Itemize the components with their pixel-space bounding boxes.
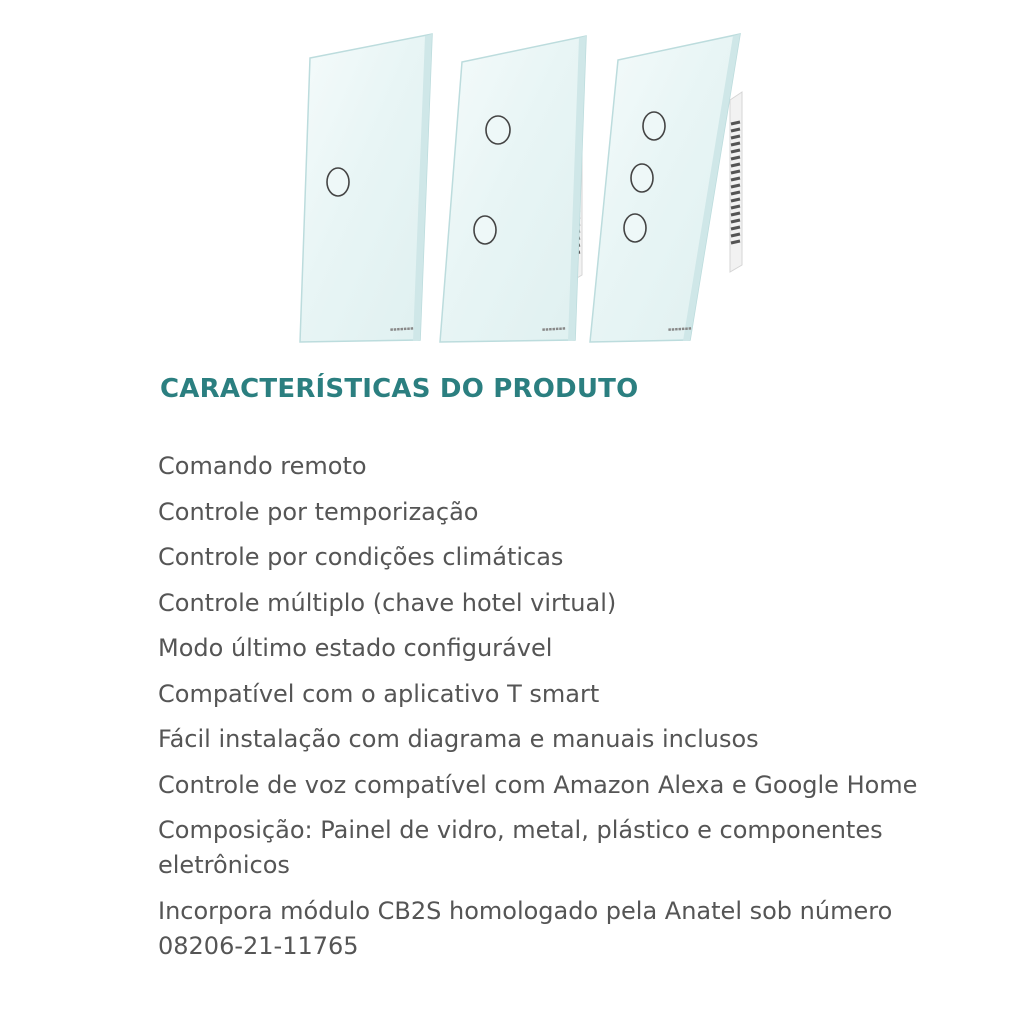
switch-panel-1-gang <box>300 34 432 342</box>
list-item: Fácil instalação com diagrama e manuais inclusos <box>158 725 759 753</box>
list-item: Modo último estado configurável <box>158 634 553 662</box>
touch-button-icon <box>474 216 496 244</box>
svg-text:▪▪▪▪▪▪▪: ▪▪▪▪▪▪▪ <box>667 325 692 333</box>
svg-text:▪▪▪▪▪▪▪: ▪▪▪▪▪▪▪ <box>541 325 566 333</box>
list-item: Composição: Painel de vidro, metal, plástico e componentes eletrônicos <box>158 816 883 879</box>
switch-panel-2-gang <box>440 36 586 342</box>
list-item: Controle de voz compatível com Amazon Alexa e Google Home <box>158 770 918 799</box>
svg-text:▪▪▪▪▪▪▪: ▪▪▪▪▪▪▪ <box>389 325 414 333</box>
list-item: Comando remoto <box>158 452 367 480</box>
list-item: Controle por temporização <box>158 497 479 526</box>
feature-list <box>158 449 938 974</box>
list-item: Incorpora módulo CB2S homologado pela Anatel sob número 08206-21-11765 <box>158 896 893 960</box>
switch-panel-3-gang <box>590 34 742 342</box>
product-image-switches <box>270 20 760 360</box>
list-item: Controle múltiplo (chave hotel virtual) <box>158 588 617 617</box>
touch-button-icon <box>631 164 653 192</box>
touch-button-icon <box>643 112 665 140</box>
section-title: CARACTERÍSTICAS DO PRODUTO <box>160 374 639 404</box>
list-item: Compatível com o aplicativo T smart <box>158 679 600 708</box>
touch-button-icon <box>327 168 349 196</box>
touch-button-icon <box>624 214 646 242</box>
touch-button-icon <box>486 116 510 144</box>
list-item: Controle por condições climáticas <box>158 543 564 571</box>
